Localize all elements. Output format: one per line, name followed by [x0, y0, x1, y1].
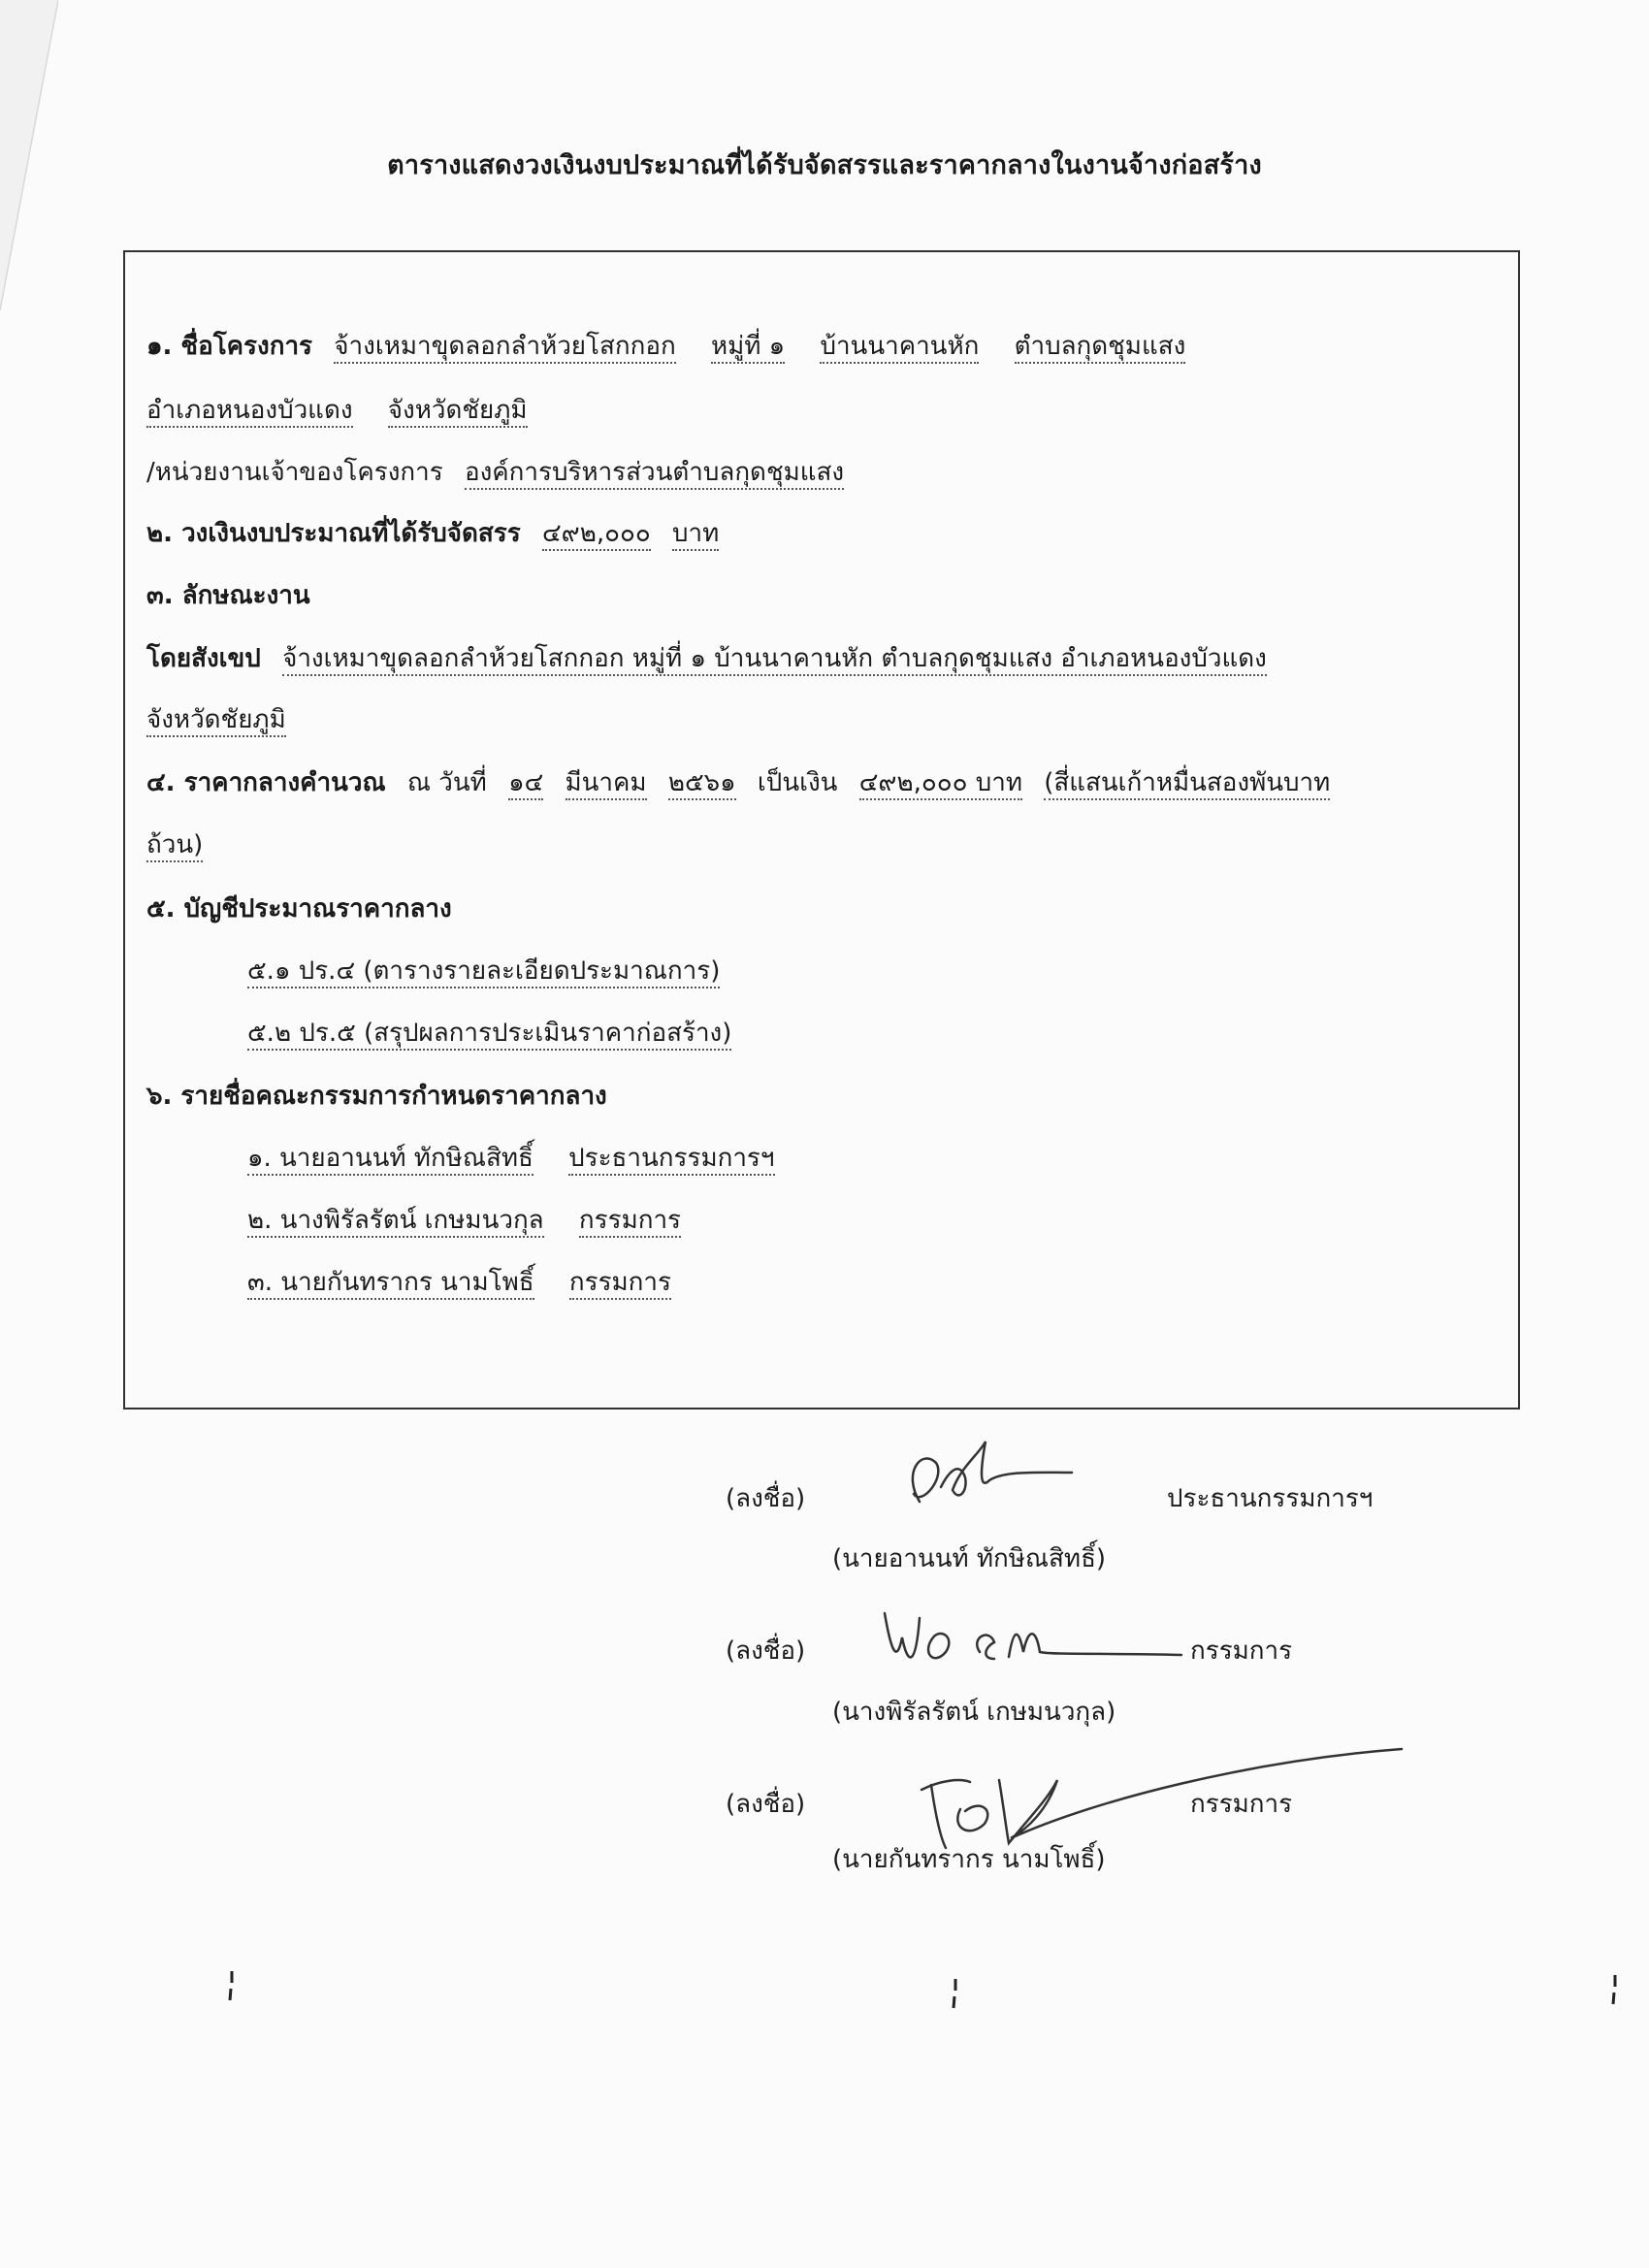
section1-label: ๑. ชื่อโครงการ — [146, 332, 313, 361]
section3-line2 — [146, 703, 286, 736]
signature-member-1 — [873, 1599, 1183, 1686]
signer-printed-name: (นางพิรัลรัตน์ เกษมนวกุล) — [832, 1698, 1116, 1727]
budget-unit: บาท — [672, 519, 719, 551]
price-year: ๒๕๖๑ — [668, 768, 736, 800]
committee-member — [247, 1142, 775, 1175]
member-role: กรรมการ — [579, 1206, 681, 1238]
sign-label: (ลงชื่อ) — [726, 1790, 806, 1819]
summary-text-cont: จังหวัดชัยภูมิ — [146, 705, 286, 737]
amount-label: เป็นเงิน — [757, 768, 838, 797]
section4-line2 — [146, 828, 203, 861]
section5-item2: ๕.๒ ปร.๕ (สรุปผลการประเมินราคาก่อสร้าง) — [247, 1017, 731, 1050]
member-role: กรรมการ — [569, 1268, 671, 1300]
member-name: ๒. นางพิรัลรัตน์ เกษมนวกุล — [247, 1206, 544, 1238]
committee-member — [247, 1266, 671, 1299]
price-words-cont: ถ้วน) — [146, 830, 203, 862]
section2-label: ๒. วงเงินงบประมาณที่ได้รับจัดสรร — [146, 519, 521, 548]
price-words: (สี่แสนเก้าหมื่นสองพันบาท — [1044, 768, 1330, 800]
price-month: มีนาคม — [566, 768, 647, 800]
section4-line1 — [146, 766, 1330, 799]
owner-value: องค์การบริหารส่วนตำบลกุดชุมแสง — [465, 458, 844, 490]
price-amount: ๔๙๒,๐๐๐ บาท — [859, 768, 1022, 800]
binder-mark — [1610, 1973, 1620, 2006]
section5-item1: ๕.๑ ปร.๔ (ตารางรายละเอียดประมาณการ) — [247, 955, 720, 988]
price-day: ๑๔ — [508, 768, 543, 800]
sign-label: (ลงชื่อ) — [726, 1636, 806, 1666]
section3-line1 — [146, 642, 1267, 675]
summary-label: โดยสังเขป — [146, 644, 261, 673]
section5-label: ๕. บัญชีประมาณราคากลาง — [146, 894, 452, 923]
project-name: จ้างเหมาขุดลอกลำห้วยโสกกอก — [334, 332, 675, 364]
committee-member — [247, 1204, 681, 1237]
signature-chairman — [892, 1434, 1086, 1531]
signer-role: กรรมการ — [1190, 1790, 1293, 1819]
project-village-no: หมู่ที่ ๑ — [711, 332, 785, 364]
section1-line2 — [146, 394, 528, 427]
member-role: ประธานกรรมการฯ — [568, 1144, 774, 1176]
project-district: อำเภอหนองบัวแดง — [146, 396, 353, 428]
document-title: ตารางแสดงวงเงินงบประมาณที่ได้รับจัดสรรและราคากลางในงานจ้างก่อสร้าง — [387, 150, 1262, 180]
project-subdistrict: ตำบลกุดชุมแสง — [1015, 332, 1186, 364]
signer-printed-name: (นายอานนท์ ทักษิณสิทธิ์) — [832, 1544, 1107, 1573]
project-village: บ้านนาคานหัก — [820, 332, 979, 364]
section6-label: ๖. รายชื่อคณะกรรมการกำหนดราคากลาง — [146, 1082, 607, 1111]
signer-printed-name: (นายกันทรากร นามโพธิ์) — [832, 1845, 1106, 1874]
sign-label: (ลงชื่อ) — [726, 1484, 806, 1513]
signer-role: ประธานกรรมการฯ — [1167, 1484, 1374, 1513]
budget-amount: ๔๙๒,๐๐๐ — [542, 519, 651, 551]
member-name: ๑. นายอานนท์ ทักษิณสิทธิ์ — [247, 1144, 534, 1176]
signer-role: กรรมการ — [1190, 1636, 1293, 1666]
binder-mark — [227, 1969, 237, 2002]
owner-label: /หน่วยงานเจ้าของโครงการ — [146, 458, 443, 487]
member-name: ๓. นายกันทรากร นามโพธิ์ — [247, 1268, 534, 1300]
section3-label: ๓. ลักษณะงาน — [146, 581, 310, 610]
section1-line1 — [146, 330, 1185, 363]
section4-label: ๔. ราคากลางคำนวณ — [146, 768, 386, 797]
section1-line3 — [146, 456, 844, 489]
project-province: จังหวัดชัยภูมิ — [388, 396, 528, 428]
at-date-label: ณ วันที่ — [406, 768, 487, 797]
section2-line — [146, 517, 719, 550]
binder-mark — [951, 1977, 960, 2010]
summary-text: จ้างเหมาขุดลอกลำห้วยโสกกอก หมู่ที่ ๑ บ้านนาคานหัก ตำบลกุดชุมแสง อำเภอหนองบัวแดง — [282, 644, 1267, 676]
project-info-box — [123, 250, 1520, 1409]
